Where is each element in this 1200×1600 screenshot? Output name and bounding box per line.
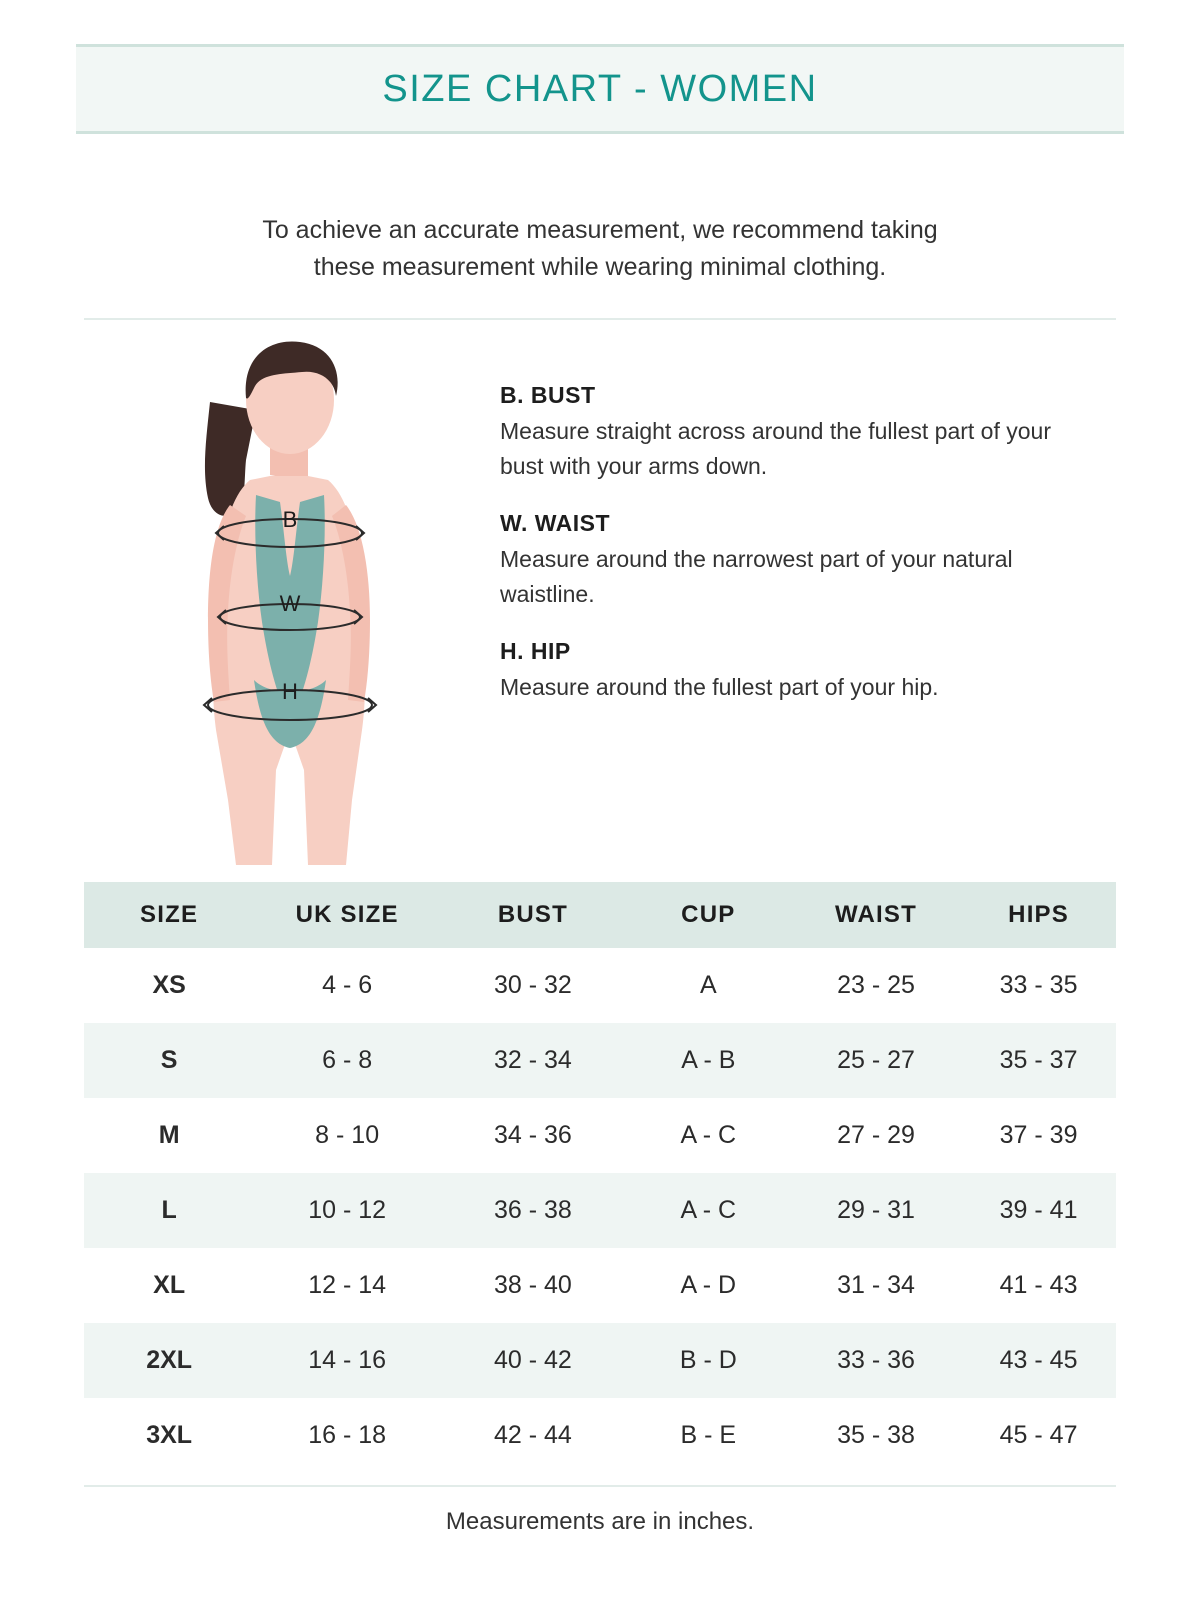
cell-uk-size: 4 - 6 <box>322 971 373 999</box>
measurement-descriptions <box>500 382 1080 705</box>
table-row <box>84 1398 1116 1473</box>
header-band <box>76 44 1124 134</box>
bust-label: B <box>282 507 298 532</box>
footer-divider <box>84 1485 1116 1487</box>
cell-cup: A - B <box>681 1046 736 1074</box>
cell-waist: 33 - 36 <box>837 1346 915 1374</box>
cell-waist: 35 - 38 <box>837 1421 915 1449</box>
cell-size: XL <box>153 1271 186 1299</box>
cell-cup: A - C <box>680 1196 737 1224</box>
cell-cup: A - C <box>680 1121 737 1149</box>
intro-line-2: these measurement while wearing minimal clothing. <box>313 253 887 281</box>
cell-size: L <box>161 1196 177 1224</box>
measurement-waist <box>500 510 1080 612</box>
cell-waist: 25 - 27 <box>837 1046 915 1074</box>
cell-hips: 43 - 45 <box>999 1346 1078 1374</box>
table-row <box>84 1173 1116 1248</box>
cell-hips: 45 - 47 <box>999 1421 1078 1449</box>
table-header-uk-size: UK SIZE <box>254 882 440 948</box>
cell-hips: 33 - 35 <box>999 971 1078 999</box>
measurement-bust-text: Measure straight across around the fullest part of your bust with your arms down. <box>500 418 1052 479</box>
measurement-hip-title: H. HIP <box>500 638 571 664</box>
cell-waist: 27 - 29 <box>837 1121 915 1149</box>
cell-cup: A <box>699 971 717 999</box>
intro-text <box>130 212 1070 286</box>
cell-waist: 29 - 31 <box>837 1196 915 1224</box>
hip-label: H <box>282 679 298 704</box>
cell-cup: A - D <box>680 1271 737 1299</box>
cell-size: M <box>158 1121 180 1149</box>
table-header-row <box>84 882 1116 948</box>
table-row <box>84 1098 1116 1173</box>
cell-uk-size: 16 - 18 <box>308 1421 387 1449</box>
cell-cup: B - E <box>680 1421 737 1449</box>
cell-bust: 40 - 42 <box>493 1346 572 1374</box>
table-row <box>84 1323 1116 1398</box>
waist-label: W <box>279 591 301 616</box>
cell-hips: 41 - 43 <box>999 1271 1078 1299</box>
cell-bust: 38 - 40 <box>493 1271 572 1299</box>
table-header-bust: BUST <box>440 882 626 948</box>
measurement-waist-text: Measure around the narrowest part of your natural waistline. <box>500 546 1013 607</box>
measurement-hip <box>500 638 1080 705</box>
table-row <box>84 948 1116 1023</box>
table-header-cup: CUP <box>626 882 791 948</box>
cell-uk-size: 12 - 14 <box>308 1271 387 1299</box>
top-divider <box>84 318 1116 320</box>
female-body-illustration <box>150 330 480 875</box>
cell-hips: 35 - 37 <box>999 1046 1078 1074</box>
measurement-bust <box>500 382 1080 484</box>
intro-line-1: To achieve an accurate measurement, we recommend taking <box>262 216 938 244</box>
measurement-hip-text: Measure around the fullest part of your hip. <box>500 674 939 700</box>
cell-hips: 39 - 41 <box>999 1196 1078 1224</box>
cell-size: 3XL <box>146 1421 193 1449</box>
footer-note: Measurements are in inches. <box>445 1508 755 1535</box>
cell-bust: 32 - 34 <box>493 1046 572 1074</box>
cell-uk-size: 14 - 16 <box>308 1346 387 1374</box>
page-title: SIZE CHART - WOMEN <box>382 67 818 110</box>
cell-size: S <box>160 1046 178 1074</box>
table-header-waist: WAIST <box>791 882 961 948</box>
table-header-hips: HIPS <box>961 882 1116 948</box>
cell-waist: 23 - 25 <box>837 971 915 999</box>
measurement-bust-title: B. BUST <box>500 382 596 408</box>
cell-bust: 36 - 38 <box>493 1196 572 1224</box>
size-table-wrapper <box>84 882 1116 1473</box>
cell-waist: 31 - 34 <box>837 1271 915 1299</box>
table-header-size: SIZE <box>84 882 254 948</box>
cell-uk-size: 10 - 12 <box>308 1196 387 1224</box>
cell-size: XS <box>152 971 186 999</box>
cell-bust: 34 - 36 <box>493 1121 572 1149</box>
size-table <box>84 882 1116 1473</box>
cell-bust: 42 - 44 <box>493 1421 572 1449</box>
cell-size: 2XL <box>146 1346 193 1374</box>
cell-cup: B - D <box>679 1346 737 1374</box>
cell-uk-size: 6 - 8 <box>322 1046 373 1074</box>
cell-bust: 30 - 32 <box>493 971 572 999</box>
table-row <box>84 1248 1116 1323</box>
cell-uk-size: 8 - 10 <box>315 1121 380 1149</box>
cell-hips: 37 - 39 <box>999 1121 1078 1149</box>
table-row <box>84 1023 1116 1098</box>
measurement-waist-title: W. WAIST <box>500 510 611 536</box>
